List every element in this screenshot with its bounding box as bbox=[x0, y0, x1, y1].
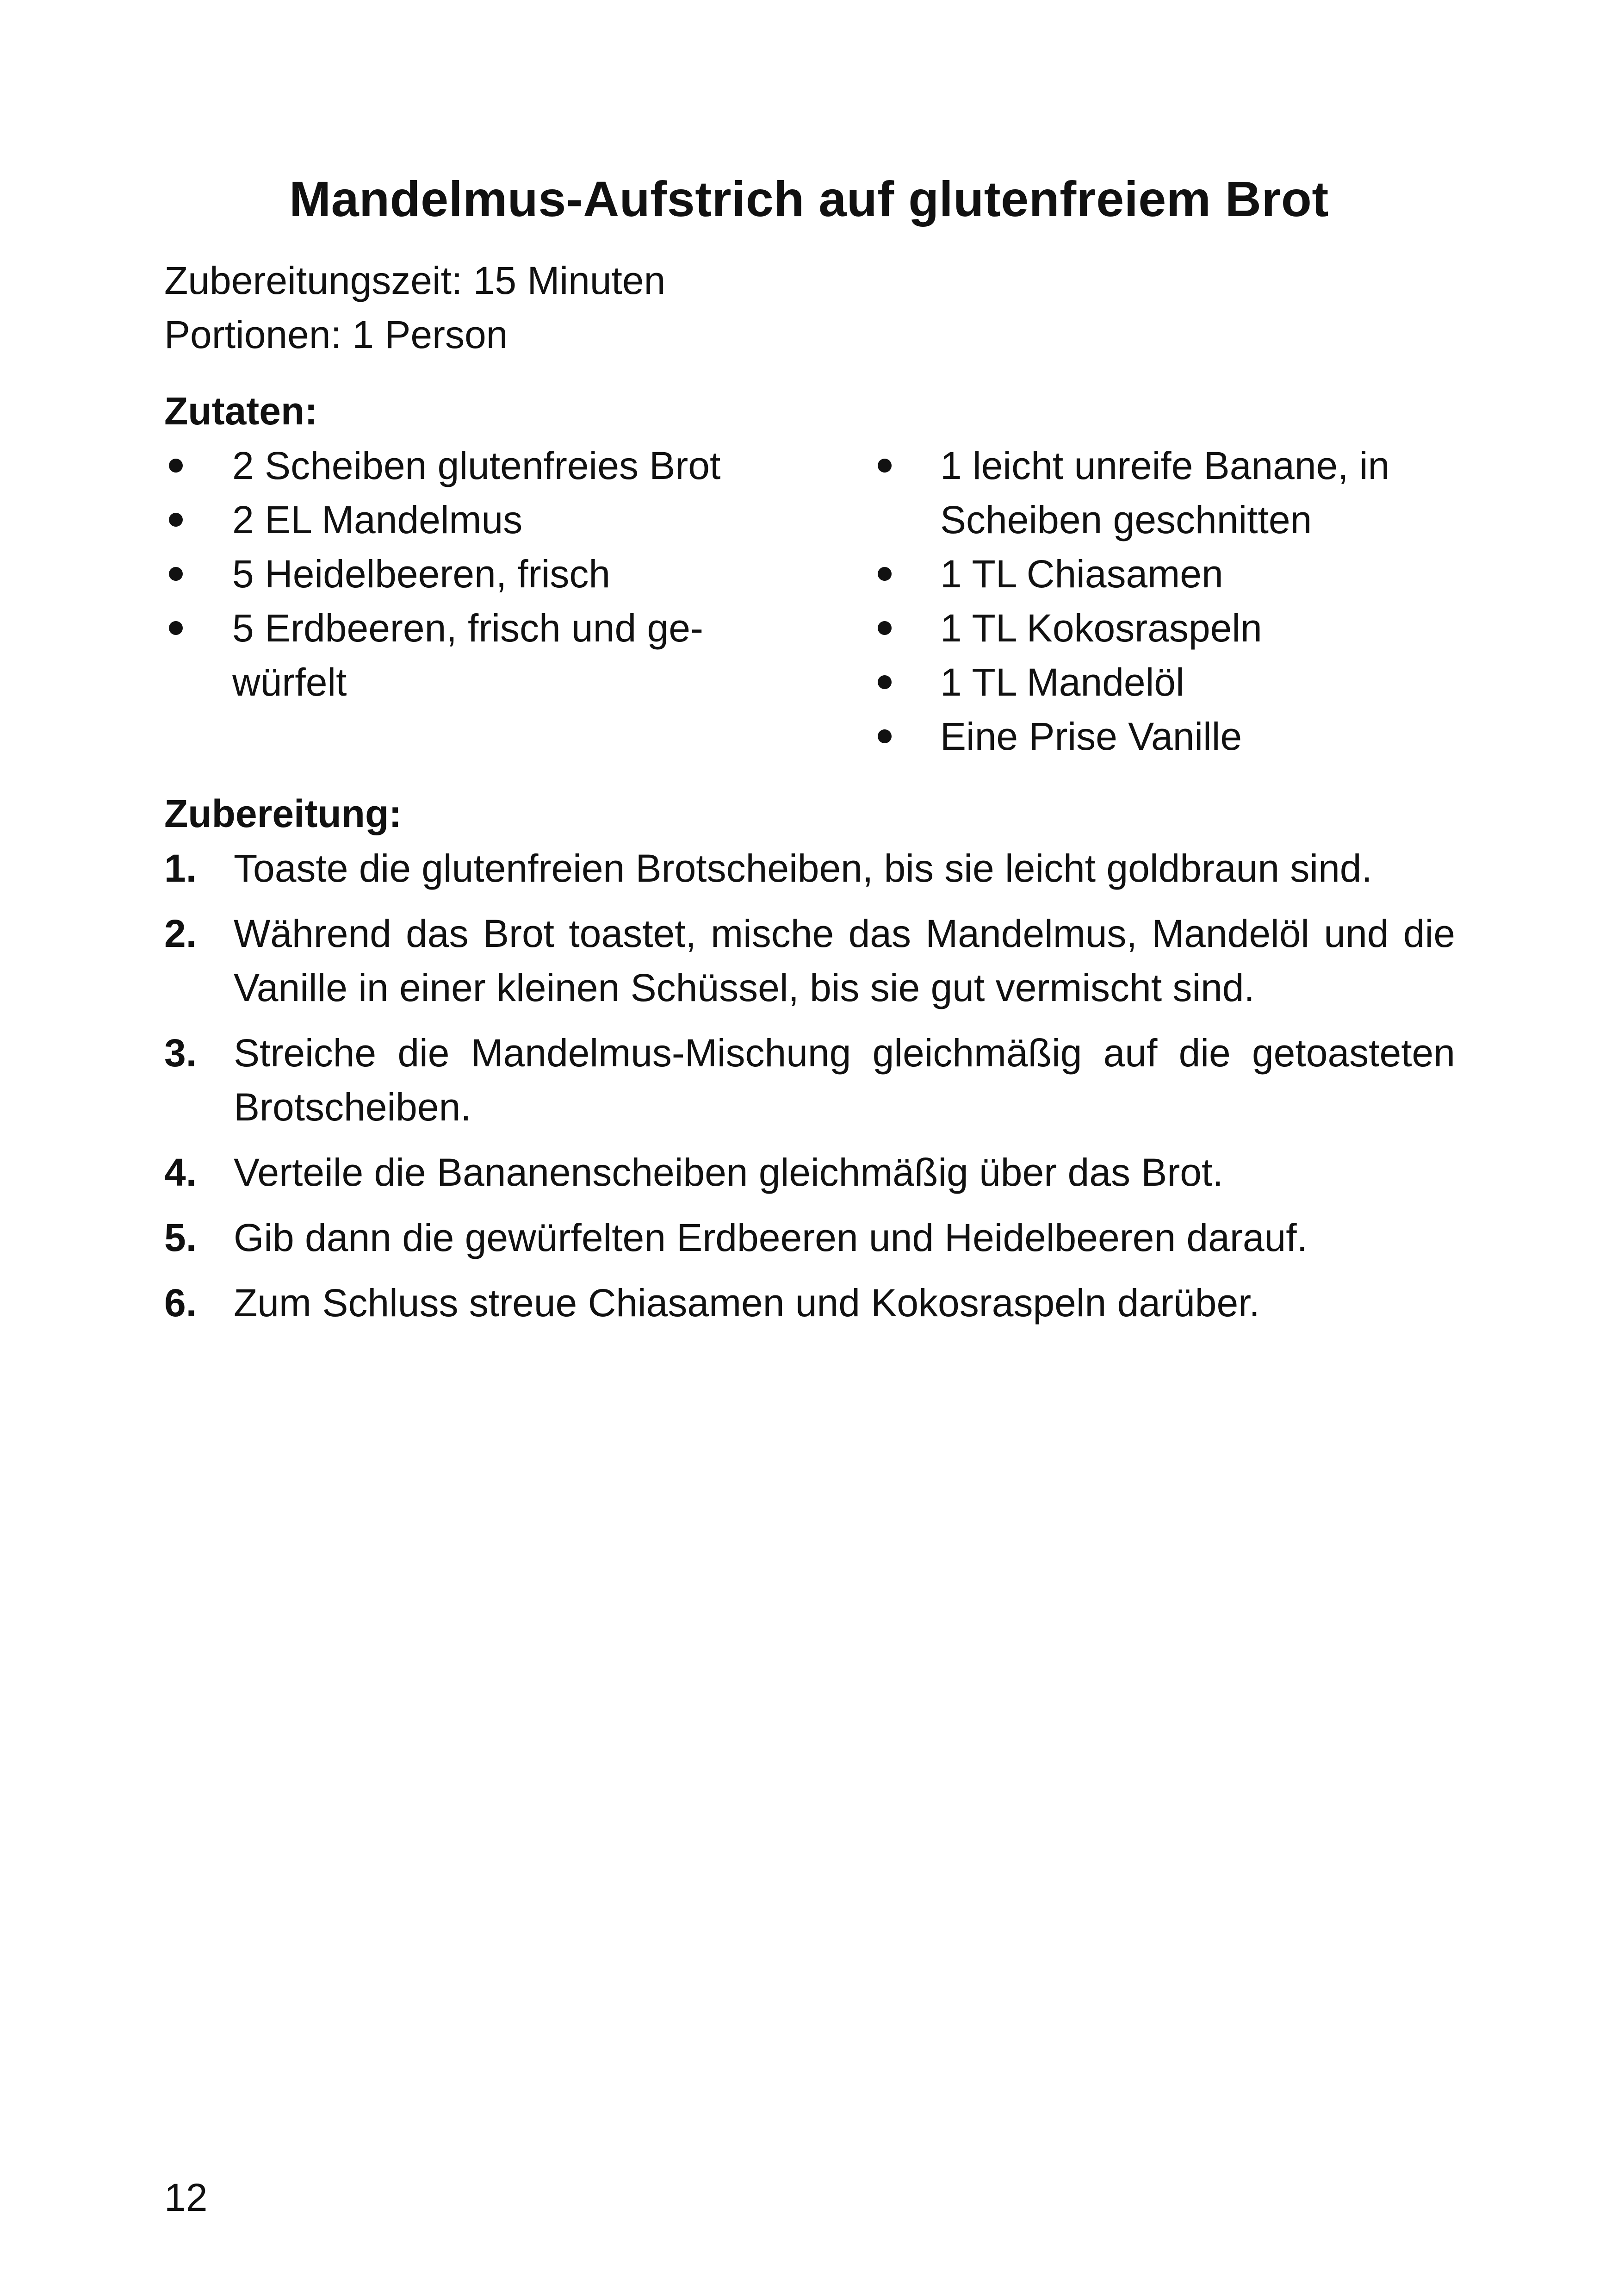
ingredient-item bbox=[164, 601, 738, 709]
step-number: 2. bbox=[164, 912, 197, 955]
preparation-heading: Zubereitung: bbox=[164, 792, 402, 835]
ingredient-item bbox=[164, 547, 738, 601]
step-number: 1. bbox=[164, 846, 197, 890]
bullet-icon bbox=[878, 675, 892, 689]
ingredient-item bbox=[872, 547, 1474, 601]
bullet-icon bbox=[169, 459, 183, 473]
step-text: Toaste die glutenfreien Brotscheiben, bis sie leicht goldbraun sind. bbox=[234, 846, 1372, 890]
step-text: Zum Schluss streue Chiasamen und Kokosraspeln darüber. bbox=[234, 1281, 1260, 1325]
ingredient-item bbox=[872, 601, 1474, 655]
ingredient-item bbox=[872, 709, 1474, 764]
ingredient-item bbox=[164, 439, 738, 493]
ingredient-item bbox=[872, 439, 1474, 547]
ingredient-item bbox=[872, 655, 1474, 709]
preparation-steps bbox=[164, 841, 1455, 1341]
ingredient-text: Eine Prise Vanille bbox=[940, 715, 1242, 758]
step-item bbox=[164, 1211, 1455, 1265]
step-text: Streiche die Mandelmus-Mischung gleichmäßig auf die getoasteten Brotscheiben. bbox=[234, 1031, 1455, 1129]
step-number: 6. bbox=[164, 1281, 197, 1325]
bullet-icon bbox=[169, 567, 183, 581]
step-item bbox=[164, 1276, 1455, 1330]
step-number: 4. bbox=[164, 1151, 197, 1194]
servings: Portionen: 1 Person bbox=[164, 313, 508, 356]
ingredients-heading: Zutaten: bbox=[164, 389, 318, 433]
ingredient-text: 2 Scheiben glutenfreies Brot bbox=[232, 444, 721, 487]
step-item bbox=[164, 841, 1455, 896]
step-item bbox=[164, 1026, 1455, 1134]
step-text: Verteile die Bananenscheiben gleichmäßig über das Brot. bbox=[234, 1151, 1223, 1194]
bullet-icon bbox=[878, 567, 892, 581]
ingredient-text: 2 EL Mandelmus bbox=[232, 498, 523, 541]
ingredient-text: 1 TL Kokosraspeln bbox=[940, 606, 1262, 650]
step-item bbox=[164, 1145, 1455, 1200]
step-item bbox=[164, 907, 1455, 1015]
prep-time: Zubereitungszeit: 15 Minuten bbox=[164, 259, 666, 302]
bullet-icon bbox=[169, 513, 183, 527]
ingredients-list-left bbox=[164, 439, 738, 709]
page-title: Mandelmus-Aufstrich auf glutenfreiem Brot bbox=[289, 171, 1329, 227]
bullet-icon bbox=[169, 621, 183, 635]
ingredient-text: 1 TL Chiasamen bbox=[940, 552, 1223, 596]
ingredient-text: 5 Heidelbeeren, frisch bbox=[232, 552, 611, 596]
bullet-icon bbox=[878, 459, 892, 473]
step-number: 3. bbox=[164, 1031, 197, 1075]
ingredient-item bbox=[164, 493, 738, 547]
ingredients-list-right bbox=[872, 439, 1474, 764]
step-number: 5. bbox=[164, 1216, 197, 1259]
page-number: 12 bbox=[164, 2176, 208, 2219]
recipe-meta bbox=[164, 254, 665, 362]
ingredient-text: 5 Erdbeeren, frisch und ge-würfelt bbox=[232, 606, 703, 704]
bullet-icon bbox=[878, 621, 892, 635]
ingredient-text: 1 leicht unreife Banane, in Scheiben geschnitten bbox=[940, 444, 1390, 541]
step-text: Gib dann die gewürfelten Erdbeeren und Heidelbeeren darauf. bbox=[234, 1216, 1308, 1259]
ingredient-text: 1 TL Mandelöl bbox=[940, 660, 1184, 704]
step-text: Während das Brot toastet, mische das Mandelmus, Mandelöl und die Vanille in einer kleinen Schüssel, bis sie gut vermischt sind. bbox=[234, 912, 1455, 1009]
bullet-icon bbox=[878, 729, 892, 743]
